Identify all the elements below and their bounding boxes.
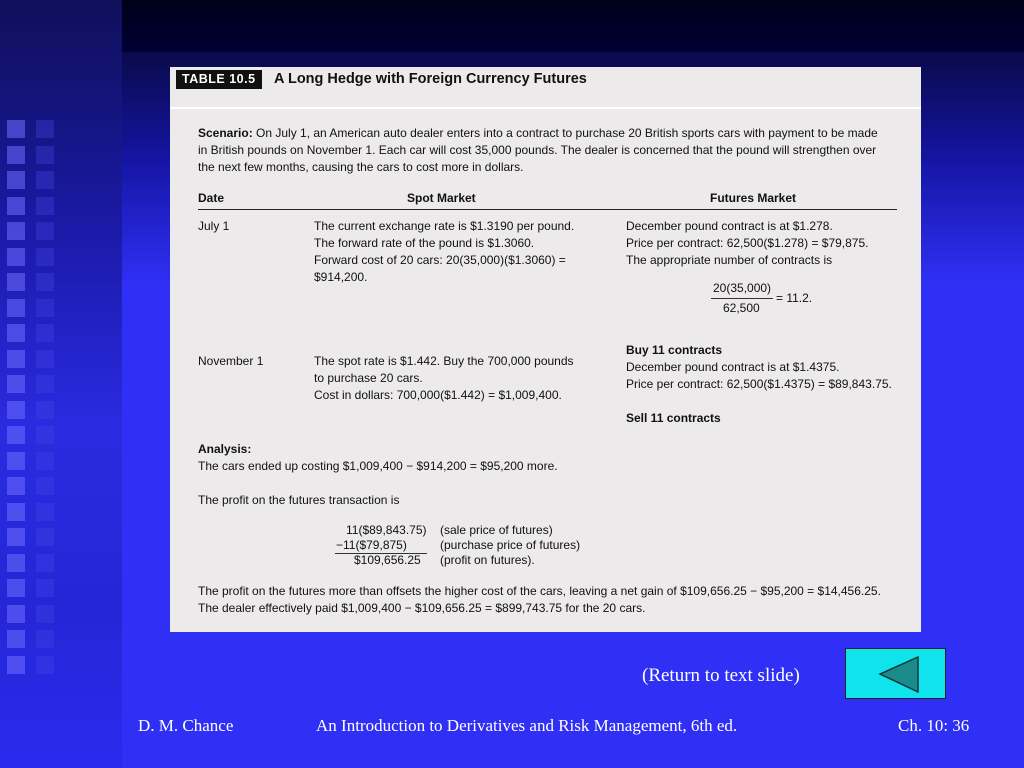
july-futures-2: Price per contract: 62,500($1.278) = $79,875.	[626, 236, 869, 250]
left-triangle-icon	[846, 649, 947, 700]
fraction-denominator: 62,500	[723, 301, 760, 315]
calc-value-purchase: −11($79,875)	[336, 538, 407, 552]
date-november: November 1	[198, 354, 264, 368]
calc-note-profit: (profit on futures).	[440, 553, 535, 567]
scenario-label: Scenario:	[198, 126, 253, 140]
fraction-numerator: 20(35,000)	[713, 281, 772, 295]
sell-contracts-label: Sell 11 contracts	[626, 411, 721, 425]
table-title: A Long Hedge with Foreign Currency Futures	[274, 71, 587, 87]
nov-spot-2: to purchase 20 cars.	[314, 371, 423, 385]
calc-value-sale: 11($89,843.75)	[346, 523, 427, 537]
calc-value-profit: $109,656.25	[354, 553, 421, 567]
footer-chapter-page: Ch. 10: 36	[898, 716, 970, 735]
nov-futures-2: Price per contract: 62,500($1.4375) = $89,843.75.	[626, 377, 892, 391]
july-futures-1: December pound contract is at $1.278.	[626, 219, 833, 233]
column-header-date: Date	[198, 191, 225, 205]
july-spot-1: The current exchange rate is $1.3190 per pound.	[314, 219, 575, 233]
table-image	[170, 67, 921, 632]
left-decorative-band	[0, 0, 122, 768]
july-futures-3: The appropriate number of contracts is	[626, 253, 833, 267]
july-spot-3: Forward cost of 20 cars: 20(35,000)($1.3060) =	[314, 253, 566, 267]
july-spot-4: $914,200.	[314, 270, 368, 284]
return-button[interactable]	[845, 648, 946, 699]
return-to-text-slide-link[interactable]: (Return to text slide)	[642, 665, 800, 686]
decorative-squares-faint	[36, 120, 56, 681]
nov-spot-1: The spot rate is $1.442. Buy the 700,000 pounds	[314, 354, 574, 368]
fraction-result: = 11.2.	[776, 291, 813, 305]
calc-note-sale: (sale price of futures)	[440, 523, 553, 537]
date-july: July 1	[198, 219, 230, 233]
analysis-cars-line: The cars ended up costing $1,009,400 − $914,200 = $95,200 more.	[198, 459, 558, 473]
decorative-squares	[7, 120, 27, 681]
analysis-label: Analysis:	[198, 442, 252, 456]
analysis-profit-intro: The profit on the futures transaction is	[198, 493, 400, 507]
table-header	[170, 67, 921, 109]
scenario-line-3: the next few months, causing the cars to cost more in dollars.	[198, 160, 524, 174]
table-tag: TABLE 10.5	[176, 70, 262, 89]
nov-spot-3: Cost in dollars: 700,000($1.442) = $1,009,400.	[314, 388, 562, 402]
scenario-line-2: in British pounds on November 1. Each car will cost 35,000 pounds. The dealer is concerned that the pound will strengthen over	[198, 143, 877, 157]
fraction-bar	[711, 298, 773, 299]
buy-contracts-label: Buy 11 contracts	[626, 343, 723, 357]
column-header-futures: Futures Market	[710, 191, 797, 205]
conclusion-line-1: The profit on the futures more than offsets the higher cost of the cars, leaving a net gain of $109,656.25 − $95,200 = $14,456.25.	[198, 584, 881, 598]
calc-note-purchase: (purchase price of futures)	[440, 538, 581, 552]
scenario-line-1: Scenario: On July 1, an American auto dealer enters into a contract to purchase 20 British sports cars with payment to be made	[198, 126, 878, 140]
footer-author: D. M. Chance	[138, 716, 234, 735]
nov-futures-1: December pound contract is at $1.4375.	[626, 360, 840, 374]
july-spot-2: The forward rate of the pound is $1.3060.	[314, 236, 535, 250]
conclusion-line-2: The dealer effectively paid $1,009,400 − $109,656.25 = $899,743.75 for the 20 cars.	[198, 601, 646, 615]
footer-book-title: An Introduction to Derivatives and Risk Management, 6th ed.	[316, 716, 738, 735]
header-rule	[198, 209, 897, 210]
top-dark-bar	[122, 0, 1024, 52]
column-header-spot: Spot Market	[407, 191, 476, 205]
